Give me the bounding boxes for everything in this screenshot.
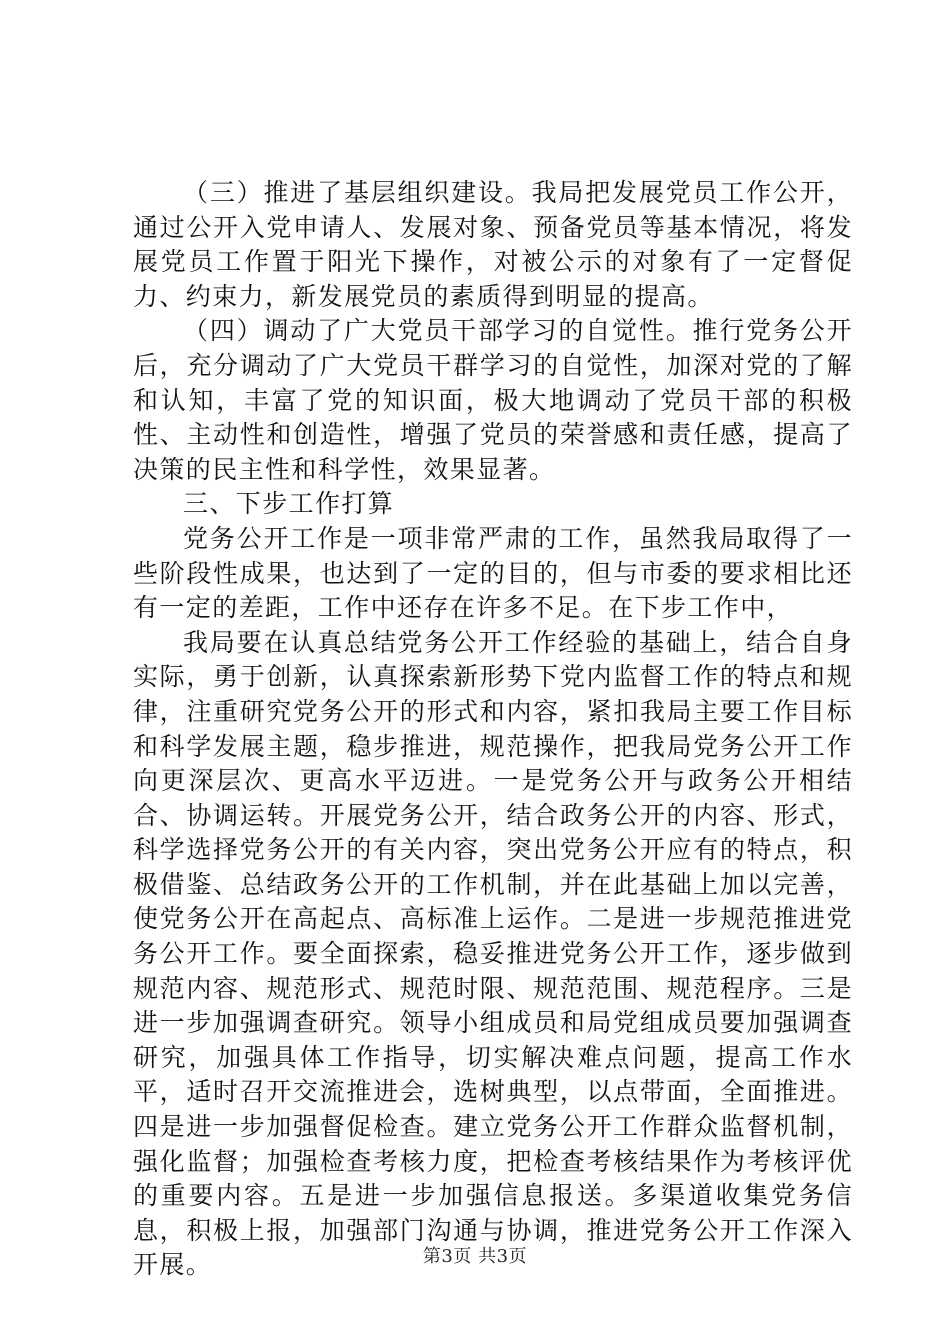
document-body	[133, 176, 853, 1283]
paragraph-section-3: （三）推进了基层组织建设。我局把发展党员工作公开，通过公开入党申请人、发展对象、预备党员等基本情况，将发展党员工作置于阳光下操作，对被公示的对象有了一定督促力、约束力，新发展党员的素质得到明显的提高。	[133, 178, 853, 311]
paragraph-next-steps-detail: 我局要在认真总结党务公开工作经验的基础上，结合自身实际，勇于创新，认真探索新形势下党内监督工作的特点和规律，注重研究党务公开的形式和内容，紧扣我局主要工作目标和科学发展主题，稳步推进，规范操作，把我局党务公开工作向更深层次、更高水平迈进。一是党务公开与政务公开相结合、协调运转。开展党务公开，结合政务公开的内容、形式，科学选择党务公开的有关内容，突出党务公开应有的特点，积极借鉴、总结政务公开的工作机制，并在此基础上加以完善，使党务公开在高起点、高标准上运作。二是进一步规范推进党务公开工作。要全面探索，稳妥推进党务公开工作，逐步做到规范内容、规范形式、规范时限、规范范围、规范程序。三是进一步加强调查研究。领导小组成员和局党组成员要加强调查研究，加强具体工作指导，切实解决难点问题，提高工作水平，适时召开交流推进会，选树典型，以点带面，全面推进。四是进一步加强督促检查。建立党务公开工作群众监督机制，强化监督；加强检查考核力度，把检查考核结果作为考核评优的重要内容。五是进一步加强信息报送。多渠道收集党务信息，积极上报，加强部门沟通与协调，推进党务公开工作深入开展。	[133, 627, 853, 1280]
page-number-footer: 第3页 共3页	[422, 1246, 528, 1267]
paragraph-next-steps-intro: 党务公开工作是一项非常严肃的工作，虽然我局取得了一些阶段性成果，也达到了一定的目的，但与市委的要求相比还有一定的差距，工作中还存在许多不足。在下步工作中，	[133, 523, 853, 623]
section-heading-next-steps: 三、下步工作打算	[183, 489, 395, 519]
paragraph-section-4: （四）调动了广大党员干部学习的自觉性。推行党务公开后，充分调动了广大党员干群学习的自觉性，加深对党的了解和认知，丰富了党的知识面，极大地调动了党员干部的积极性、主动性和创造性，增强了党员的荣誉感和责任感，提高了决策的民主性和科学性，效果显著。	[133, 316, 853, 484]
